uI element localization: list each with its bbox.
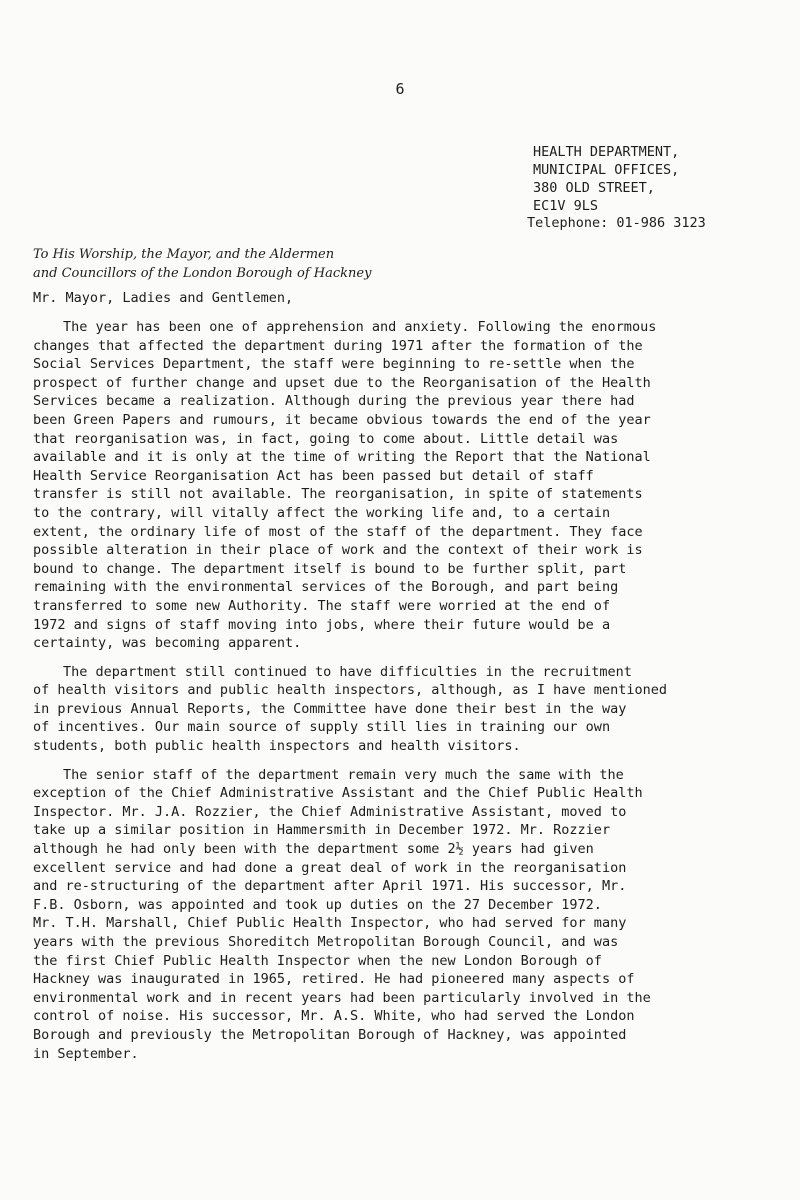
paragraph-line: in September. [33, 1045, 139, 1062]
addressee [33, 245, 371, 283]
sender-address [533, 143, 679, 215]
paragraph-line: possible alteration in their place of work and the context of their work is [33, 542, 643, 559]
paragraph-line: The year has been one of apprehension and anxiety. Following the enormous [63, 319, 657, 335]
paragraph-line: F.B. Osborn, was appointed and took up duties on the 27 December 1972. [33, 896, 602, 913]
paragraph-line: that reorganisation was, in fact, going to come about. Little detail was [33, 430, 619, 447]
address-line: MUNICIPAL OFFICES, [533, 162, 680, 178]
paragraph-line: to the contrary, will vitally affect the working life and, to a certain [33, 504, 611, 521]
paragraph-line: changes that affected the department during 1971 after the formation of the [33, 337, 643, 354]
paragraph-line: available and it is only at the time of writing the Report that the National [33, 449, 651, 466]
paragraph-line: although he had only been with the department some 2½ years had given [33, 841, 594, 858]
paragraph-line: Social Services Department, the staff were beginning to re-settle when the [33, 356, 635, 373]
paragraph-line: environmental work and in recent years had been particularly involved in the [33, 989, 651, 1006]
paragraph-line: the first Chief Public Health Inspector when the new London Borough of [33, 952, 602, 969]
paragraph-line: 1972 and signs of staff moving into jobs, where their future would be a [33, 616, 611, 633]
paragraph-line: control of noise. His successor, Mr. A.S. White, who had served the London [33, 1008, 635, 1025]
address-line: 380 OLD STREET, [533, 180, 655, 196]
addressee-line: To His Worship, the Mayor, and the Aldermen [33, 247, 335, 262]
paragraph-line: been Green Papers and rumours, it became obvious towards the end of the year [33, 411, 651, 428]
paragraph-line: prospect of further change and upset due to the Reorganisation of the Health [33, 374, 651, 391]
paragraph-line: certainty, was becoming apparent. [33, 635, 302, 652]
address-line: EC1V 9LS [533, 198, 599, 214]
paragraph-line: The senior staff of the department remain very much the same with the [63, 766, 624, 783]
paragraph-line: Mr. T.H. Marshall, Chief Public Health Inspector, who had served for many [33, 915, 627, 932]
body-paragraph [33, 766, 775, 1064]
paragraph-line: exception of the Chief Administrative Assistant and the Chief Public Health [33, 785, 643, 802]
letter-body [33, 318, 775, 1073]
paragraph-line: students, both public health inspectors and health visitors. [33, 738, 521, 755]
paragraph-line: years with the previous Shoreditch Metropolitan Borough Council, and was [33, 934, 619, 950]
paragraph-line: Services became a realization. Although during the previous year there had [33, 393, 635, 410]
body-paragraph [33, 318, 775, 653]
page-number: 6 [395, 80, 405, 98]
paragraph-line: Inspector. Mr. J.A. Rozzier, the Chief Administrative Assistant, moved to [33, 803, 627, 820]
paragraph-line: excellent service and had done a great deal of work in the reorganisation [33, 859, 627, 876]
salutation: Mr. Mayor, Ladies and Gentlemen, [33, 290, 294, 306]
paragraph-line: The department still continued to have difficulties in the recruitment [63, 663, 632, 680]
paragraph-line: of incentives. Our main source of supply still lies in training our own [33, 719, 611, 736]
paragraph-line: Health Service Reorganisation Act has been passed but detail of staff [33, 467, 594, 484]
paragraph-line: and re-structuring of the department after April 1971. His successor, Mr. [33, 878, 627, 895]
paragraph-line: transferred to some new Authority. The staff were worried at the end of [33, 597, 611, 614]
paragraph-line: transfer is still not available. The reorganisation, in spite of statements [33, 486, 643, 503]
paragraph-line: Borough and previously the Metropolitan Borough of Hackney, was appointed [33, 1026, 627, 1043]
paragraph-line: Hackney was inaugurated in 1965, retired. He had pioneered many aspects of [33, 971, 635, 988]
paragraph-line: bound to change. The department itself is bound to be further split, part [33, 560, 627, 577]
paragraph-line: remaining with the environmental services of the Borough, and part being [33, 579, 619, 596]
addressee-line: and Councillors of the London Borough of Hackney [33, 266, 372, 281]
paragraph-line: of health visitors and public health inspectors, although, as I have mentioned [33, 682, 667, 699]
paragraph-line: take up a similar position in Hammersmith in December 1972. Mr. Rozzier [33, 822, 611, 839]
paragraph-line: extent, the ordinary life of most of the staff of the department. They face [33, 523, 643, 540]
address-line: HEALTH DEPARTMENT, [533, 144, 680, 160]
telephone-number: Telephone: 01-986 3123 [527, 215, 706, 231]
body-paragraph [33, 663, 775, 756]
paragraph-line: in previous Annual Reports, the Committee have done their best in the way [33, 700, 627, 717]
